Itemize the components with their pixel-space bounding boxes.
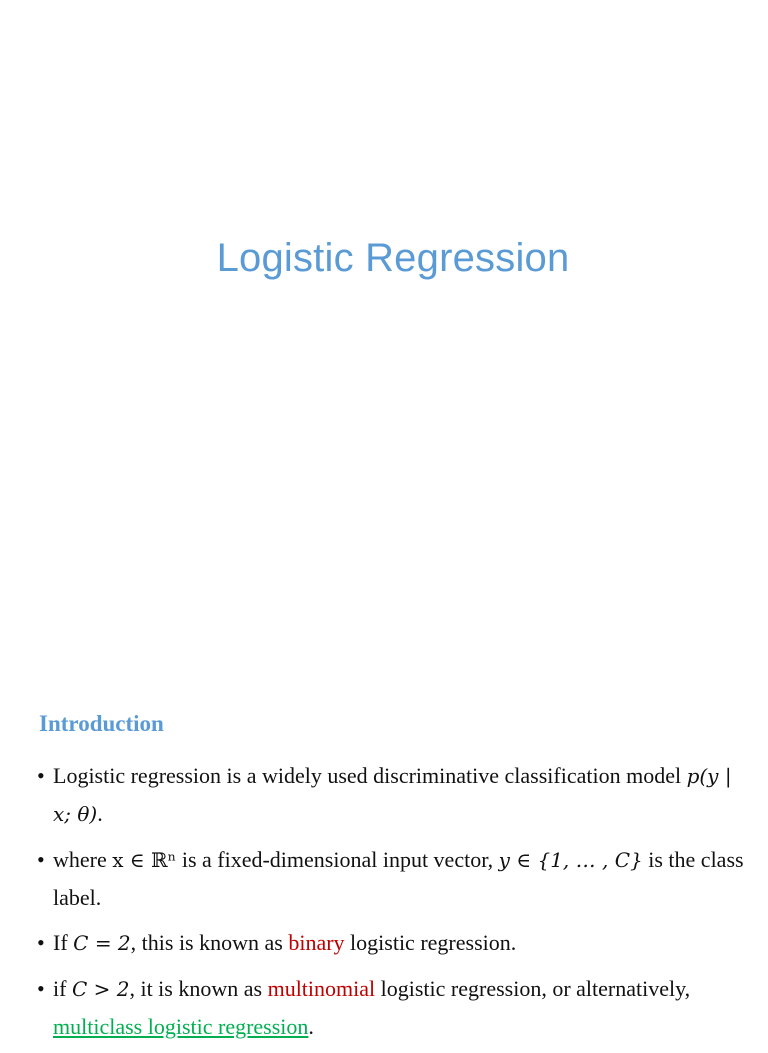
bullet-text: , this is known as <box>130 930 289 955</box>
bullet-text: where <box>53 847 113 872</box>
binary-condition: C = 2 <box>73 931 131 955</box>
bullet-text: logistic regression. <box>344 930 517 955</box>
bullet-text: Logistic regression is a widely used discriminative classification model <box>53 763 687 788</box>
slide-title: Logistic Regression <box>216 236 570 280</box>
bullet-mark: • <box>37 976 45 1001</box>
bullet-text: . <box>97 801 103 826</box>
class-label-formula: y ∈ {1, … , C} <box>498 848 643 872</box>
bullet-item-definition <box>37 757 749 833</box>
multinomial-term: multinomial <box>267 976 376 1001</box>
multinomial-condition: C > 2 <box>71 977 130 1001</box>
bullet-item-variables <box>37 841 749 916</box>
bullet-mark: • <box>37 763 45 788</box>
binary-term: binary <box>288 930 345 955</box>
bullet-mark: • <box>37 847 45 872</box>
bullet-item-multinomial <box>37 970 749 1045</box>
bullet-text: is a fixed-dimensional input vector, <box>176 847 499 872</box>
input-vector-formula: x ∈ ℝⁿ <box>112 848 177 872</box>
bullet-text: logistic regression, or alternatively, <box>375 976 691 1001</box>
bullet-text: if <box>53 976 72 1001</box>
bullet-text: If <box>53 930 74 955</box>
bullet-text: is the class label. <box>53 847 744 910</box>
model-formula: p(y | x; θ) <box>53 764 732 826</box>
multiclass-term: multiclass logistic regression <box>53 1014 309 1039</box>
bullet-list <box>37 757 749 1053</box>
bullet-mark: • <box>37 930 45 955</box>
bullet-item-binary <box>37 924 749 962</box>
bullet-text: . <box>308 1014 314 1039</box>
bullet-text: , it is known as <box>129 976 268 1001</box>
section-heading: Introduction <box>39 711 164 736</box>
